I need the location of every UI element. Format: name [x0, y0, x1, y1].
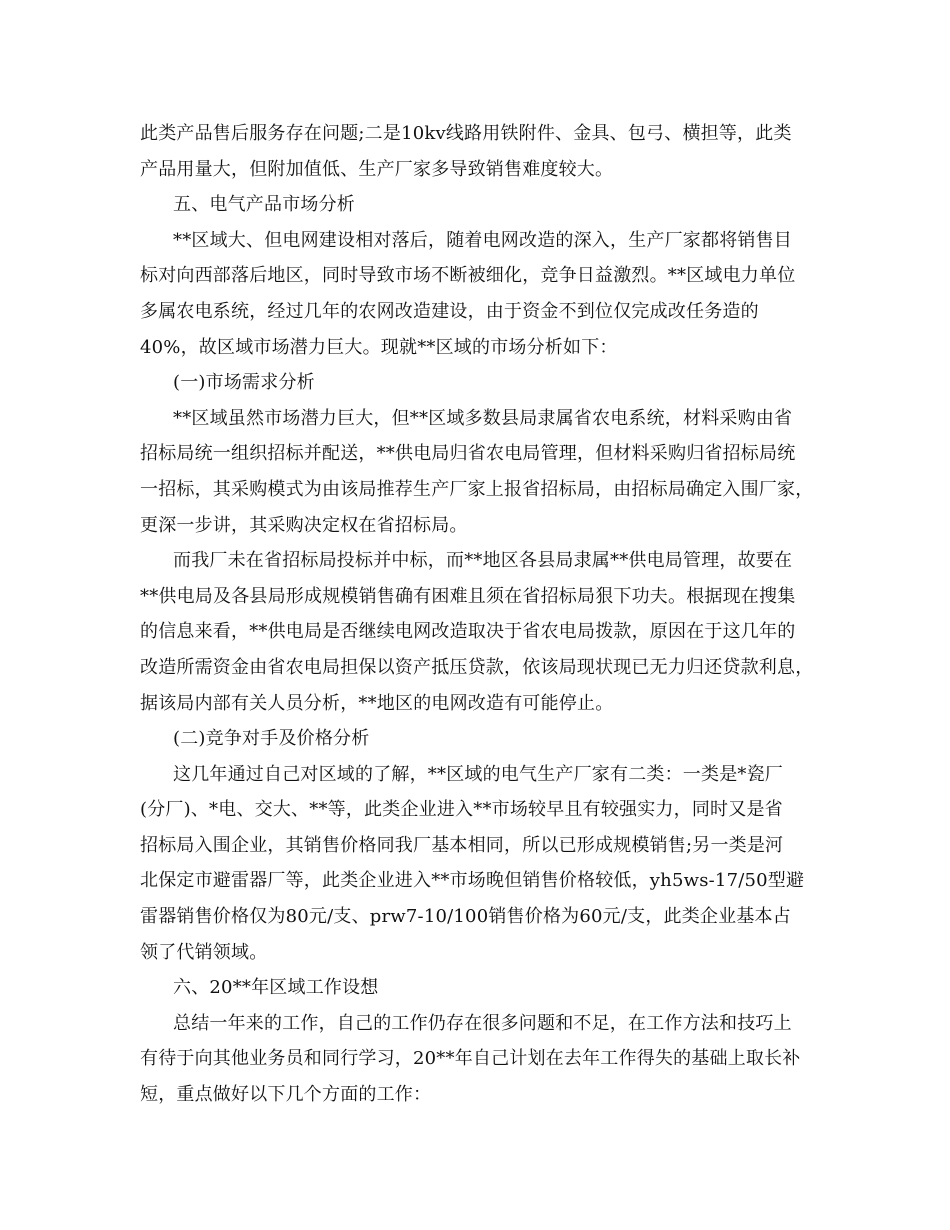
text-line: 40%，故区域市场潜力巨大。现就**区域的市场分析如下： — [140, 336, 618, 358]
text-line: 据该局内部有关人员分析，**地区的电网改造有可能停止。 — [140, 692, 614, 714]
text-line: 领了代销领域。 — [140, 941, 268, 963]
section-heading: 六、20**年区域工作设想 — [173, 977, 379, 999]
text-line: **区域虽然市场潜力巨大，但**区域多数县局隶属省农电系统，材料采购由省 — [173, 407, 793, 429]
text-line: 总结一年来的工作，自己的工作仍存在很多问题和不足，在工作方法和技巧上 — [173, 1012, 792, 1034]
text-line: 一招标，其采购模式为由该局推荐生产厂家上报省招标局，由招标局确定入围厂家， — [140, 478, 814, 500]
text-line: 招标局入围企业，其销售价格同我厂基本相同，所以已形成规模销售;另一类是河 — [140, 834, 784, 856]
subsection-heading: (二)竞争对手及价格分析 — [173, 728, 370, 750]
section-heading: 五、电气产品市场分析 — [173, 194, 355, 216]
text-line: 的信息来看，**供电局是否继续电网改造取决于省农电局拨款，原因在于这几年的 — [140, 621, 796, 643]
text-line: **区域大、但电网建设相对落后，随着电网改造的深入，生产厂家都将销售目 — [173, 229, 792, 251]
text-line: **供电局及各县局形成规模销售确有困难且须在省招标局狠下功夫。根据现在搜集 — [140, 585, 796, 607]
subsection-heading: (一)市场需求分析 — [173, 372, 315, 394]
text-line: 而我厂未在省招标局投标并中标，而**地区各县局隶属**供电局管理，故要在 — [173, 550, 793, 572]
text-line: 雷器销售价格仅为80元/支、prw7-10/100销售价格为60元/支，此类企业基本占 — [140, 906, 791, 928]
text-line: 产品用量大，但附加值低、生产厂家多导致销售难度较大。 — [140, 158, 614, 180]
text-line: 多属农电系统，经过几年的农网改造建设，由于资金不到位仅完成改任务造的 — [140, 300, 759, 322]
text-line: 招标局统一组织招标并配送，**供电局归省农电局管理，但材料采购归省招标局统 — [140, 443, 796, 465]
document-body — [140, 116, 820, 1113]
text-line: 更深一步讲，其采购决定权在省招标局。 — [140, 514, 468, 536]
text-line: 标对向西部落后地区，同时导致市场不断被细化，竞争日益激烈。**区域电力单位 — [140, 265, 796, 287]
text-line: 改造所需资金由省农电局担保以资产抵压贷款，依该局现状现已无力归还贷款利息， — [140, 656, 814, 678]
text-line: 短，重点做好以下几个方面的工作： — [140, 1084, 432, 1106]
text-line: (分厂)、*电、交大、**等，此类企业进入**市场较早且有较强实力，同时又是省 — [140, 799, 783, 821]
text-line: 有待于向其他业务员和同行学习，20**年自己计划在去年工作得失的基础上取长补 — [140, 1048, 801, 1070]
text-line: 北保定市避雷器厂等，此类企业进入**市场晚但销售价格较低，yh5ws-17/50型避 — [140, 870, 805, 892]
text-line: 此类产品售后服务存在问题;二是10kv线路用铁附件、金具、包弓、横担等，此类 — [140, 123, 792, 144]
text-line: 这几年通过自己对区域的了解，**区域的电气生产厂家有二类：一类是*瓷厂 — [173, 763, 783, 785]
